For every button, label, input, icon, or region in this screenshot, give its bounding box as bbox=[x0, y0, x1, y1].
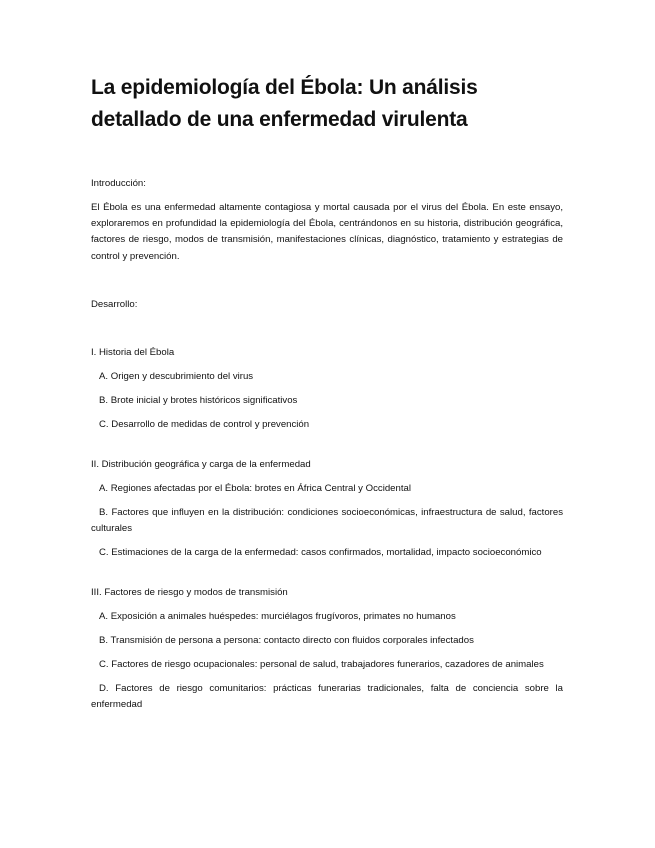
list-item: C. Factores de riesgo ocupacionales: personal de salud, trabajadores funerarios, cazadores de animales bbox=[99, 659, 544, 671]
list-item: B. Factores que influyen en la distribución: condiciones socioeconómicas, infraestructura de salud, factores culturales bbox=[91, 506, 563, 535]
section-factores bbox=[91, 585, 563, 713]
list-item: A. Regiones afectadas por el Ébola: brotes en África Central y Occidental bbox=[99, 482, 411, 494]
spacer bbox=[91, 321, 563, 345]
list-item: C. Desarrollo de medidas de control y prevención bbox=[99, 418, 310, 430]
list-item: D. Factores de riesgo comunitarios: prácticas funerarias tradicionales, falta de conciencia sobre la enfermedad bbox=[91, 683, 563, 711]
development-label: Desarrollo: bbox=[91, 298, 138, 310]
list-item: A. Origen y descubrimiento del virus bbox=[99, 370, 254, 382]
document-title: La epidemiología del Ébola: Un análisis detallado de una enfermedad virulenta bbox=[91, 76, 478, 131]
list-item: A. Exposición a animales huéspedes: murciélagos frugívoros, primates no humanos bbox=[99, 611, 456, 623]
intro-paragraph: El Ébola es una enfermedad altamente contagiosa y mortal causada por el virus del Ébola. En este ensayo, exploraremos en profundidad la epidemiología del Ébola, centrándonos en su historia, distribución geográfica, factores de riesgo, modos de transmisión, manifestaciones clínicas, diagnóstico, tratamiento y estrategias de control y prevención. bbox=[91, 202, 563, 262]
list-item: B. Brote inicial y brotes históricos significativos bbox=[99, 394, 298, 406]
section-heading: III. Factores de riesgo y modos de transmisión bbox=[91, 587, 288, 599]
spacer bbox=[91, 273, 563, 297]
list-item: B. Transmisión de persona a persona: contacto directo con fluidos corporales infectados bbox=[99, 635, 474, 647]
section-distribucion bbox=[91, 457, 563, 561]
section-heading: I. Historia del Ébola bbox=[91, 346, 175, 358]
section-heading: II. Distribución geográfica y carga de la enfermedad bbox=[91, 458, 311, 470]
intro-label: Introducción: bbox=[91, 178, 146, 189]
section-historia bbox=[91, 345, 563, 433]
list-item: C. Estimaciones de la carga de la enfermedad: casos confirmados, mortalidad, impacto socioeconómico bbox=[99, 547, 542, 559]
document-body bbox=[91, 72, 563, 738]
